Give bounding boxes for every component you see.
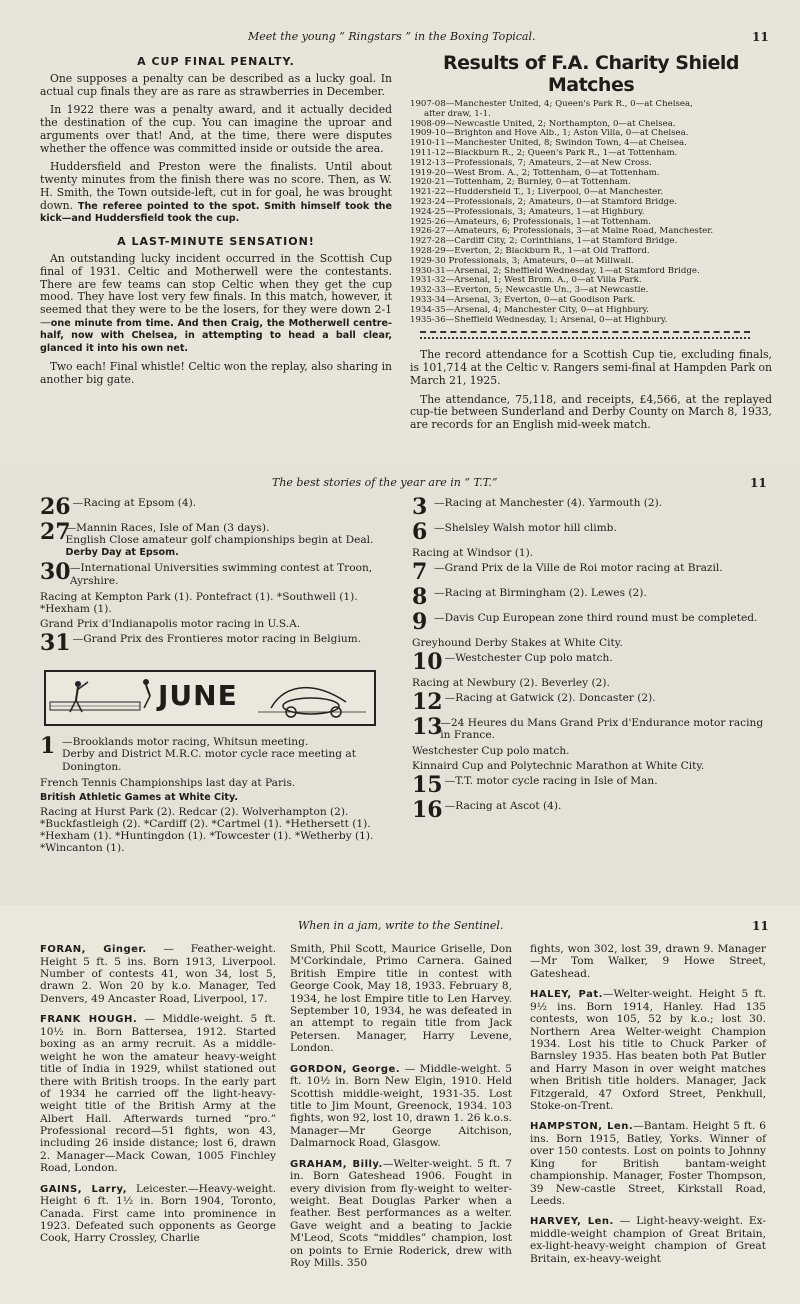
boxer-details: —Welter-weight. 5 ft. 7 in. Born Gateshead 1906. Fought in every division from fly-weight to welter-weight. Beat Douglas Parker when a feather. Best performances as a welter. Gave weight and a beating to Jackie M'Leod, Scots “middles” champion, lost on points to Ernie Roderick, drew with Roy Mills. 350 xyxy=(290,1157,513,1269)
page-number: 11 xyxy=(752,30,769,44)
day-entry xyxy=(412,583,767,610)
boxer-entry xyxy=(40,1183,276,1245)
event-line: Racing at Windsor (1). xyxy=(412,546,534,559)
article-title: A CUP FINAL PENALTY. xyxy=(137,55,295,68)
day-events xyxy=(70,562,392,586)
boxer-directory-panel xyxy=(0,905,800,1304)
shield-result-line: 1911-12—Blackburn R., 2; Queen's Park R., 1—at Tottenham. xyxy=(410,148,678,158)
boxer-details: —Welter-weight. Height 5 ft. 9½ ins. Born 1914, Hanley. Had 135 contests, won 105, 52 by k.o.; lost 30. Northern Area Welter-weight Champion 1934. Lost his title to Chuck Parker of Barnsley 1935. Has beaten both Pat Butler and Harry Mason in over weight matches when British title holders. Manager, Jack Fitzgerald, 47 Oxford Street, Penkhull, Stoke-on-Trent. xyxy=(530,988,766,1112)
running-head: Meet the young “ Ringstars ” in the Boxing Topical. xyxy=(248,30,536,43)
boxer-entry xyxy=(530,988,766,1112)
paragraph: The record attendance for a Scottish Cup tie, excluding finals, is 101,714 at the Celtic v. Rangers semi-final at Hampden Park on March 21, 1925. xyxy=(410,348,772,387)
day-events xyxy=(73,633,361,645)
article-title: A LAST-MINUTE SENSATION! xyxy=(117,235,315,249)
day-entry xyxy=(412,558,767,585)
page-number: 11 xyxy=(750,476,767,490)
day-entry xyxy=(412,494,767,520)
shield-result-line: 1931-32—Arsenal, 1; West Brom. A., 0—at Villa Park. xyxy=(410,276,642,286)
boxer-column-3 xyxy=(530,943,766,1273)
calendar-right-column xyxy=(412,494,767,825)
day-entry xyxy=(40,559,392,587)
event-text: —Grand Prix des Frontieres motor racing in Belgium. xyxy=(72,633,362,646)
day-number: 15 xyxy=(412,772,443,799)
boxer-name: HALEY, Pat. xyxy=(530,989,603,1001)
june-banner xyxy=(44,670,376,726)
day-number: 27 xyxy=(40,518,71,545)
event-text: —Davis Cup European zone third round must be completed. xyxy=(434,611,758,624)
day-events xyxy=(440,717,767,741)
event-text: —Grand Prix de la Ville de Roi motor racing at Brazil. xyxy=(434,561,723,574)
day-number: 30 xyxy=(40,559,71,586)
boxer-entry xyxy=(530,1215,766,1265)
day-events xyxy=(434,497,662,509)
shield-result-line: 1929-30 Professionals, 3; Amateurs, 0—at Millwall. xyxy=(410,256,634,266)
day-entry xyxy=(412,518,767,545)
shield-result-line: 1934-35—Arsenal, 4; Manchester City, 0—at Highbury. xyxy=(410,305,649,315)
boxer-entry xyxy=(290,943,512,1055)
event-text: —T.T. motor cycle racing in Isle of Man. xyxy=(444,775,658,788)
calendar-left-column xyxy=(40,494,392,858)
event-line-bold: British Athletic Games at White City. xyxy=(40,791,238,803)
day-entry xyxy=(412,713,767,741)
event-line: Racing at Newbury (2). Beverley (2). xyxy=(412,676,610,689)
shield-result-line: 1919-20—West Brom. A., 2; Tottenham, 0—at Tottenham. xyxy=(410,168,660,178)
article-panel-1 xyxy=(0,0,800,465)
shield-result-line: 1921-22—Huddersfield T., 1; Liverpool, 0—at Manchester. xyxy=(410,188,664,198)
paragraph: Two each! Final whistle! Celtic won the replay, also sharing in another big gate. xyxy=(40,359,392,386)
boxer-name: GORDON, George. xyxy=(290,1063,401,1075)
shield-result-line: after draw, 1-1. xyxy=(424,109,491,119)
shield-result-line: 1908-09—Newcastle United, 2; Northampton, 0—at Chelsea. xyxy=(410,119,676,129)
boxer-name: HAMPSTON, Len. xyxy=(530,1121,634,1133)
event-text: —Racing at Manchester (4). Yarmouth (2). xyxy=(434,497,663,509)
day-entry xyxy=(412,688,767,715)
shield-result-line: 1935-36—Sheffield Wednesday, 1; Arsenal, 0—at Highbury. xyxy=(410,315,668,325)
event-line: French Tennis Championships last day at Paris. xyxy=(40,776,296,789)
boxer-entry-text xyxy=(40,1183,276,1245)
day-entry xyxy=(40,733,392,773)
boxer-details: Leicester.—Heavy-weight. Height 6 ft. 1½ in. Born 1904, Toronto, Canada. First came into prominence in 1923. Defeated such opponents as George Cook, Harry Crossley, Charlie xyxy=(40,1182,276,1245)
day-number: 7 xyxy=(412,558,428,585)
shield-result-line: 1910-11—Manchester United, 8; Swindon Town, 4—at Chelsea. xyxy=(410,139,687,149)
event-line: Racing at Kempton Park (1). Pontefract (1). *Southwell (1). *Hexham (1). xyxy=(40,590,358,615)
event-line: Kinnaird Cup and Polytechnic Marathon at White City. xyxy=(412,760,705,773)
day-events xyxy=(73,497,196,509)
boxer-entry-text xyxy=(290,943,512,1055)
boxer-details: — Light-heavy-weight. Ex-middle-weight champion of Great Britain, ex-light-heavy-weight champion of Great Britain, ex-heavy-weight xyxy=(530,1215,766,1265)
june-events-right xyxy=(412,494,767,824)
day-number: 6 xyxy=(412,518,428,545)
event-text: —Racing at Ascot (4). xyxy=(444,800,562,813)
event-subtext xyxy=(62,748,392,772)
paragraph-text: Huddersfield and Preston were the finalists. Until about twenty minutes from the finish there was no score. Then, as W. H. Smith, the Town outside-left, cut in for goal, he was brought down. xyxy=(40,160,392,212)
boxer-entry xyxy=(40,1013,276,1174)
decorative-rule xyxy=(420,331,750,339)
shield-result-line: 1912-13—Professionals, 7; Amateurs, 2—at New Cross. xyxy=(410,158,652,168)
day-events xyxy=(445,692,656,704)
day-entry xyxy=(412,772,767,799)
charity-shield-title: Results of F.A. Charity Shield Matches xyxy=(442,52,740,96)
event-text: —International Universities swimming contest at Troon, Ayrshire. xyxy=(69,562,373,587)
paragraph: In 1922 there was a penalty award, and it actually decided the destination of the cup. You can imagine the uproar and arguments over that! And, at the time, there were disputes whether the offence was committed inside or outside the area. xyxy=(40,103,392,155)
boxer-entry xyxy=(40,943,276,1005)
day-events xyxy=(434,562,723,574)
boxer-entry-text xyxy=(530,943,766,980)
june-heading: JUNE xyxy=(158,679,238,713)
day-number: 26 xyxy=(40,494,71,520)
day-events xyxy=(445,652,613,664)
boxer-details: — Feather-weight. Height 5 ft. 5 ins. Born 1913, Liverpool. Number of contests 41, won 34, lost 5, drawn 2. Won 20 by k.o. Manager, Ted Denvers, 49 Ancaster Road, Liverpool, 17. xyxy=(40,943,276,1005)
boxer-column-2 xyxy=(290,943,512,1277)
event-line: Greyhound Derby Stakes at White City. xyxy=(412,636,623,649)
shield-result-line: 1920-21—Tottenham, 2; Burnley, 0—at Tottenham. xyxy=(410,178,631,188)
charity-shield-column xyxy=(410,52,772,438)
boxer-details: Smith, Phil Scott, Maurice Griselle, Don M'Corkindale, Primo Carnera. Gained British Empire title in contest with George Cook, May 18, 1933. February 8, 1934, he lost Empire title to Len Harvey. September 10, 1934, he was defeated in an attempt to regain title from Jack Petersen. Manager, Harry Levene, London. xyxy=(290,943,512,1055)
cup-articles-column xyxy=(40,55,392,392)
may-events xyxy=(40,494,392,657)
calendar-panel xyxy=(0,465,800,905)
paragraph xyxy=(40,253,392,355)
shield-result-line: 1926-27—Amateurs, 6; Professionals, 3—at Maine Road, Manchester. xyxy=(410,227,714,237)
shield-result-line: 1930-31—Arsenal, 2; Sheffield Wednesday, 1—at Stamford Bridge. xyxy=(410,266,700,276)
day-events xyxy=(62,736,392,773)
shield-result-line: 1907-08—Manchester United, 4; Queen's Park R., 0—at Chelsea, xyxy=(410,100,693,109)
boxer-entry xyxy=(530,1120,766,1207)
event-text: —Brooklands motor racing, Whitsun meeting. xyxy=(62,736,309,749)
day-events xyxy=(66,522,392,559)
day-entry xyxy=(40,630,392,657)
day-number: 31 xyxy=(40,630,71,657)
event-text: —Racing at Epsom (4). xyxy=(72,497,197,509)
day-entry xyxy=(412,608,767,635)
boxer-entry xyxy=(290,1063,512,1150)
shield-result-line: 1927-28—Cardiff City, 2; Corinthians, 1—at Stamford Bridge. xyxy=(410,237,678,247)
event-text: —Racing at Birmingham (2). Lewes (2). xyxy=(434,586,647,599)
day-entry xyxy=(40,494,392,520)
event-text: —Mannin Races, Isle of Man (3 days). xyxy=(65,521,270,534)
boxer-name: HARVEY, Len. xyxy=(530,1216,614,1228)
day-entry xyxy=(40,518,392,559)
day-number: 12 xyxy=(412,688,443,715)
paragraph: One supposes a penalty can be described as a lucky goal. In actual cup finals they are as rare as strawberries in December. xyxy=(40,72,392,98)
day-events xyxy=(434,522,617,534)
boxer-name: FORAN, Ginger. xyxy=(40,944,147,955)
day-number: 9 xyxy=(412,608,428,635)
shield-result-line: 1909-10—Brighton and Hove Alb., 1; Aston Villa, 0—at Chelsea. xyxy=(410,129,689,139)
boxer-entry-text xyxy=(40,1013,276,1174)
bold-text: one minute from time. And then Craig, the Motherwell centre-half, now with Chelsea, in attempting to head a ball clear, glanced it into his own net. xyxy=(40,317,392,355)
boxer-entry-text xyxy=(290,1158,512,1270)
running-head: When in a jam, write to the Sentinel. xyxy=(298,919,504,932)
paragraph-text: An outstanding lucky incident occurred in the Scottish Cup final of 1931. Celtic and Motherwell were the contestants. There are few teams can stop Celtic when they get the cup mood. They have lost very few finals. In this match, however, it seemed that they were to be the losers, for they were down 2-1— xyxy=(40,252,392,329)
bold-text: The referee pointed to the spot. Smith himself took the kick—and Huddersfield took the cup. xyxy=(40,200,392,225)
day-entry xyxy=(412,648,767,675)
day-events xyxy=(434,612,757,624)
boxer-details: — Middle-weight. 5 ft. 10½ in. Born Battersea, 1912. Started boxing as an army recruit. As a middle-weight he won the amateur heavy-weight title of India in 1929, whilst stationed out there with British troops. In the early part of 1934 he carried off the light-heavy-weight title of the British Army at the Albert Hall. Afterwards turned “pro.” Professional record—51 fights, won 43, including 26 inside distance; lost 6, drawn 2. Manager—Mack Cowan, 1005 Finchley Road, London. xyxy=(40,1013,276,1175)
event-text: —Racing at Gatwick (2). Doncaster (2). xyxy=(444,691,656,704)
day-number: 1 xyxy=(40,733,56,760)
day-number: 10 xyxy=(412,648,443,675)
boxer-details: — Middle-weight. 5 ft. 10½ in. Born New Elgin, 1910. Held Scottish middle-weight, 1931-35. Lost title to Jim Mount, Greenock, 1934. 103 fights, won 92, lost 10, drawn 1. 26 k.o.s. Manager—Mr George Aitchison, Dalmarnock Road, Glasgow. xyxy=(290,1062,512,1150)
day-events xyxy=(445,775,658,787)
event-text: —Westchester Cup polo match. xyxy=(444,651,613,664)
june-events-left xyxy=(40,733,392,855)
event-text: —Shelsley Walsh motor hill climb. xyxy=(434,521,617,534)
boxer-name: GRAHAM, Billy. xyxy=(290,1158,383,1170)
event-subtext-text: Derby and District M.R.C. motor cycle race meeting at Donington. xyxy=(62,748,356,773)
event-text: —24 Heures du Mans Grand Prix d'Endurance motor racing in France. xyxy=(440,716,764,741)
shield-result-line: 1924-25—Professionals, 3; Amateurs, 1—at Highbury. xyxy=(410,207,645,217)
day-events xyxy=(445,800,562,812)
boxer-name: FRANK HOUGH. xyxy=(40,1014,138,1026)
paragraph xyxy=(40,161,392,225)
boxer-column-1 xyxy=(40,943,276,1253)
boxer-name: GAINS, Larry, xyxy=(40,1183,128,1195)
day-number: 13 xyxy=(412,713,443,740)
boxer-entry-text xyxy=(530,1215,766,1265)
day-number: 3 xyxy=(412,494,428,520)
boxer-entry xyxy=(290,1158,512,1270)
boxer-entry-text xyxy=(290,1063,512,1150)
boxer-entry-text xyxy=(530,988,766,1112)
boxer-entry-text xyxy=(40,943,276,1005)
event-line: Grand Prix d'Indianapolis motor racing in U.S.A. xyxy=(40,618,301,631)
shield-result-line: 1925-26—Amateurs, 6; Professionals, 1—at Tottenham. xyxy=(410,217,651,227)
boxer-details: —Bantam. Height 5 ft. 6 ins. Born 1915, Batley, Yorks. Winner of over 150 contests. Lost on points to Johnny King for British bantam-weight championship. Manager, Foster Thompson, 39 New-castle Street, Kirkstall Road, Leeds. xyxy=(530,1120,766,1208)
paragraph: The attendance, 75,118, and receipts, £4,566, at the replayed cup-tie between Sunderland and Derby County on March 8, 1933, are records for an English mid-week match. xyxy=(410,392,772,431)
event-bold-text: Derby Day at Epsom. xyxy=(65,547,179,559)
shield-result-line: 1933-34—Arsenal, 3; Everton, 0—at Goodison Park. xyxy=(410,295,636,305)
day-events xyxy=(434,587,647,599)
boxer-details: fights, won 302, lost 39, drawn 9. Manager—Mr Tom Walker, 9 Howe Street, Gateshead. xyxy=(530,943,766,980)
day-entry xyxy=(412,797,767,824)
day-number: 8 xyxy=(412,583,428,610)
boxer-entry-text xyxy=(530,1120,766,1207)
day-number: 16 xyxy=(412,797,443,824)
charity-shield-results xyxy=(410,100,772,325)
shield-result-line: 1928-29—Everton, 2; Blackburn R., 1—at Old Trafford. xyxy=(410,246,650,256)
event-line: Westchester Cup polo match. xyxy=(412,745,570,758)
event-line: Racing at Hurst Park (2). Redcar (2). Wolverhampton (2). *Buckfastleigh (2). *Cardiff (2). *Cartmel (1). *Hethersett (1). *Hexham (1). *Huntingdon (1). *Towcester (1). *Wetherby (1). *Wincanton (1). xyxy=(40,805,374,855)
event-subtext-text: English Close amateur golf championships begin at Deal. xyxy=(65,534,374,547)
event-subtext xyxy=(66,534,392,558)
shield-result-line: 1932-33—Everton, 5; Newcastle Un., 3—at Newcastle. xyxy=(410,286,649,296)
shield-result-line: 1923-24—Professionals, 2; Amateurs, 0—at Stamford Bridge. xyxy=(410,197,677,207)
page-number: 11 xyxy=(752,919,769,933)
running-head: The best stories of the year are in “ T.T.” xyxy=(272,476,498,489)
boxer-entry xyxy=(530,943,766,980)
